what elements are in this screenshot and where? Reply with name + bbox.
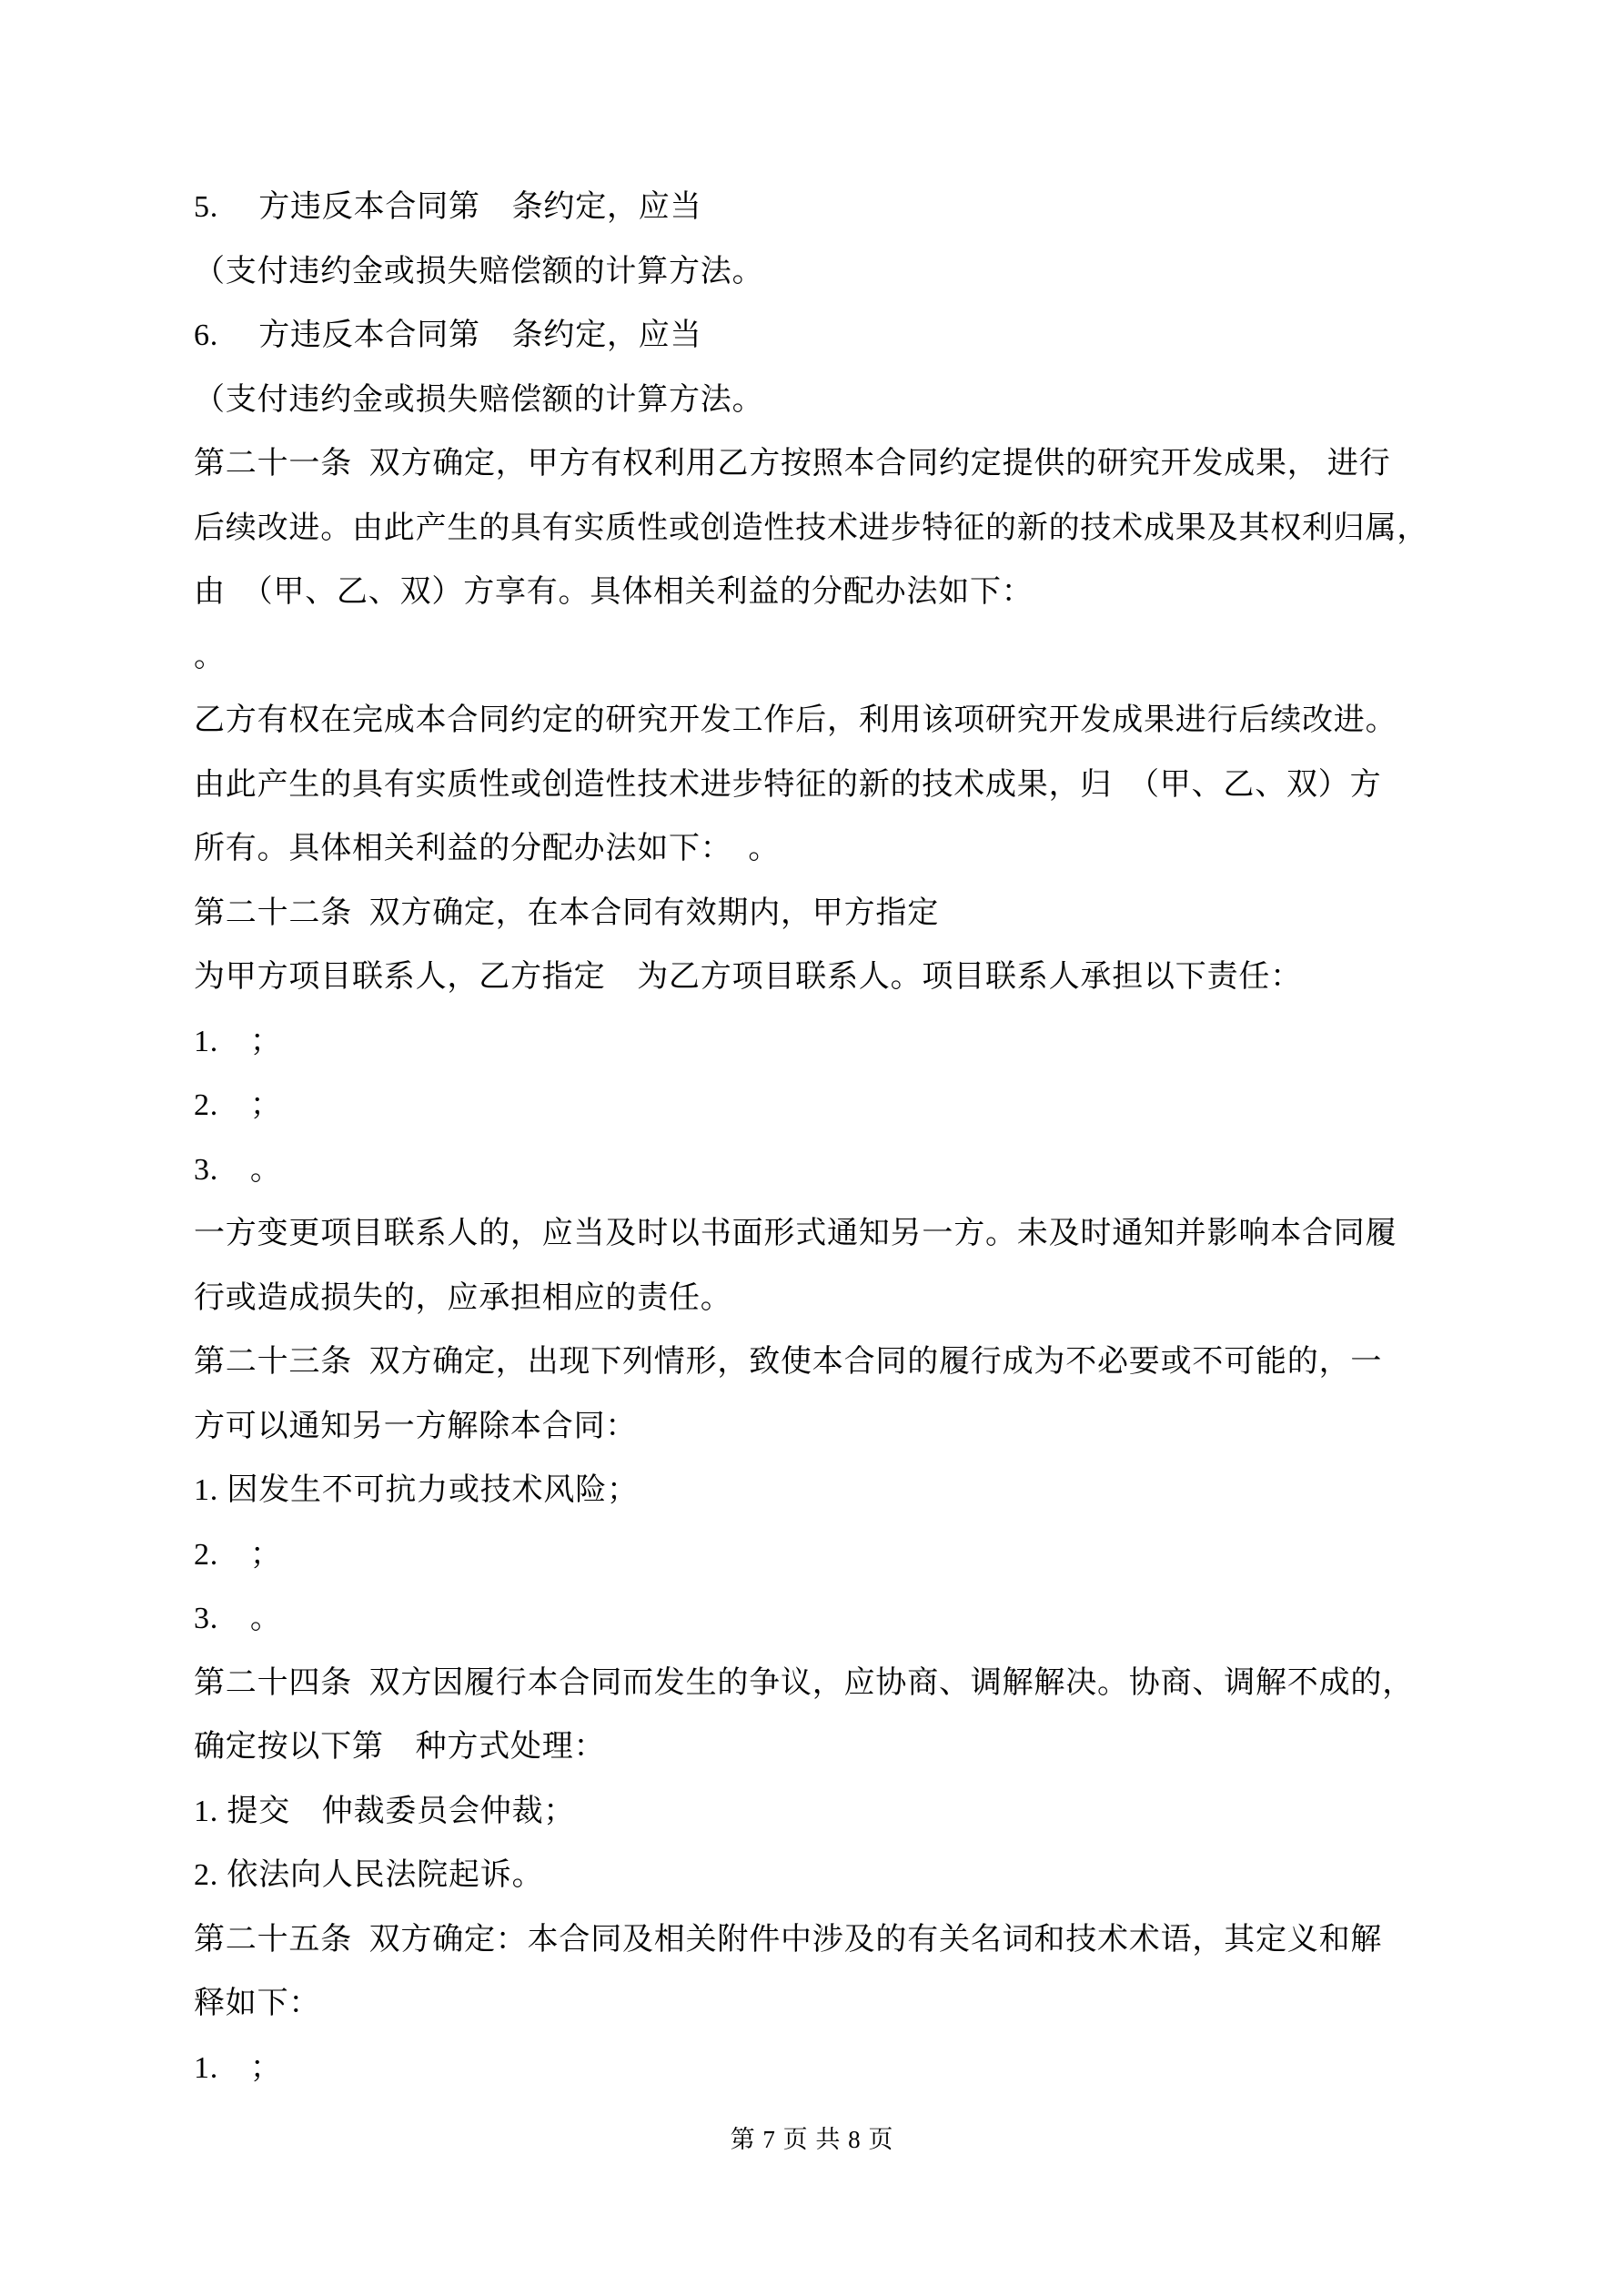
contract-line: 。 [194, 639, 226, 673]
contract-line: 由 （甲、乙、双）方享有。具体相关利益的分配办法如下： [194, 575, 1034, 609]
contract-body-text [194, 176, 1440, 2100]
contract-line-article-25: 第二十五条 双方确定：本合同及相关附件中涉及的有关名词和技术术语，其定义和解 [194, 1922, 1383, 1957]
contract-line: 2. 依法向人民法院起诉。 [194, 1858, 544, 1892]
page-number: 第 7 页 共 8 页 [730, 2126, 894, 2153]
contract-line: 1. 提交 仲裁委员会仲裁； [194, 1794, 576, 1828]
contract-line: 1. ； [194, 2050, 282, 2085]
contract-line: （支付违约金或损失赔偿额的计算方法。 [194, 382, 764, 417]
contract-line: 由此产生的具有实质性或创造性技术进步特征的新的技术成果，归 （甲、乙、双）方 [194, 767, 1382, 802]
contract-line: 1. 因发生不可抗力或技术风险； [194, 1473, 639, 1507]
contract-line: （支付违约金或损失赔偿额的计算方法。 [194, 254, 764, 288]
contract-line: 3. 。 [194, 1152, 282, 1187]
contract-line: 后续改进。由此产生的具有实质性或创造性技术进步特征的新的技术成果及其权利归属， [194, 511, 1429, 545]
contract-line-article-24: 第二十四条 双方因履行本合同而发生的争议，应协商、调解解决。协商、调解不成的， [194, 1665, 1414, 1700]
contract-line: 乙方有权在完成本合同约定的研究开发工作后，利用该项研究开发成果进行后续改进。 [194, 703, 1397, 737]
contract-line: 确定按以下第 种方式处理： [194, 1730, 606, 1764]
contract-line: 所有。具体相关利益的分配办法如下： 。 [194, 832, 781, 865]
contract-line: 方可以通知另一方解除本合同： [194, 1409, 638, 1443]
contract-line: 3. 。 [194, 1602, 282, 1635]
contract-line: 行或造成损失的，应承担相应的责任。 [194, 1280, 732, 1315]
contract-line-article-23: 第二十三条 双方确定，出现下列情形，致使本合同的履行成为不必要或不可能的，一 [194, 1345, 1383, 1379]
contract-line: 2. ； [194, 1537, 282, 1572]
contract-line: 一方变更项目联系人的，应当及时以书面形式通知另一方。未及时通知并影响本合同履 [194, 1217, 1397, 1250]
contract-line: 2. ； [194, 1088, 282, 1122]
contract-line: 为甲方项目联系人，乙方指定 为乙方项目联系人。项目联系人承担以下责任： [194, 960, 1302, 994]
contract-line-article-21: 第二十一条 双方确定，甲方有权利用乙方按照本合同约定提供的研究开发成果， 进行 [194, 447, 1391, 480]
contract-line: 1. ； [194, 1024, 282, 1058]
contract-line: 6. 方违反本合同第 条约定，应当 [194, 319, 702, 352]
contract-line-article-22: 第二十二条 双方确定，在本合同有效期内，甲方指定 [194, 895, 939, 930]
contract-line: 5. 方违反本合同第 条约定，应当 [194, 190, 702, 224]
contract-line: 释如下： [194, 1987, 321, 2020]
